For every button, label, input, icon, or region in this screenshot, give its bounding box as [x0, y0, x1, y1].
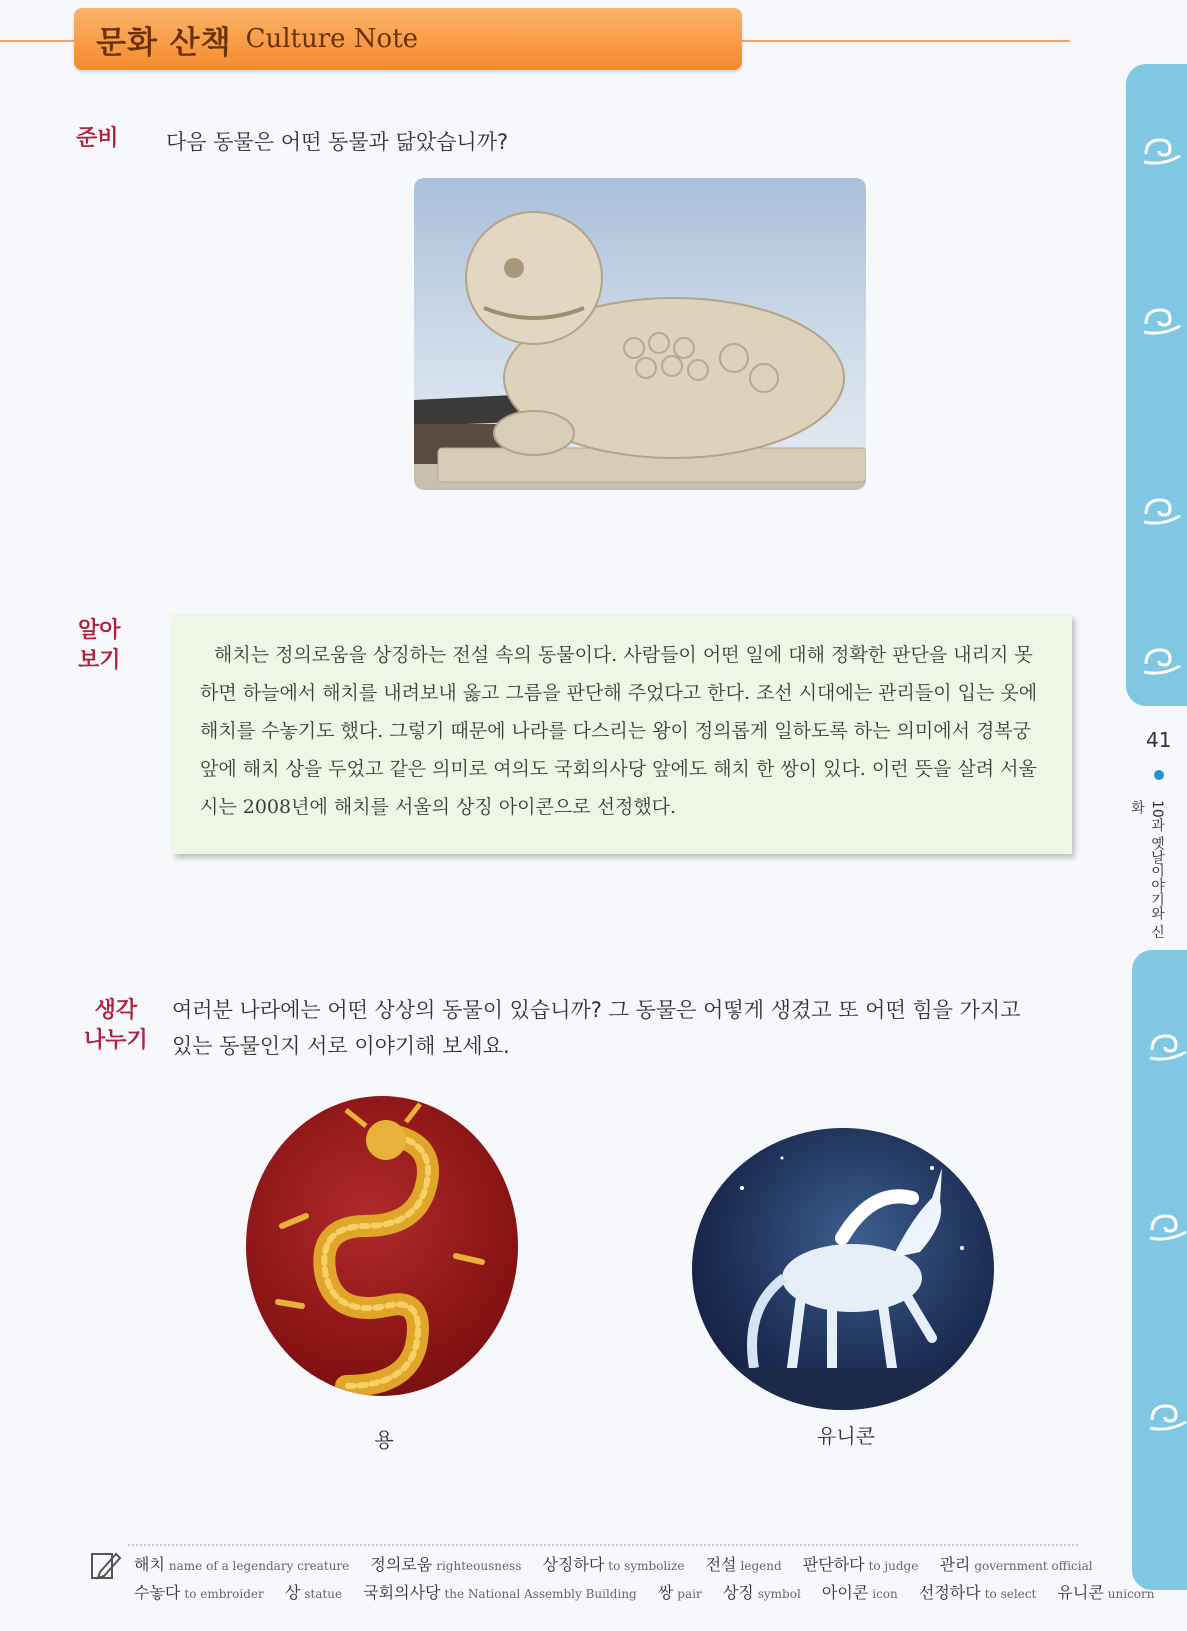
vocab-ko: 쌍: [657, 1583, 674, 1602]
vocab-ko: 아이콘: [821, 1583, 869, 1602]
section-header: [74, 8, 742, 70]
vocab-ko: 상: [284, 1583, 301, 1602]
side-tab-bottom: [1132, 950, 1187, 1590]
dragon-illustration: [246, 1096, 518, 1396]
vocab-en: the National Assembly Building: [444, 1587, 637, 1601]
vocab-en: statue: [304, 1587, 343, 1601]
vocab-en: to judge: [868, 1559, 919, 1573]
cloud-swirl-icon: [1146, 1200, 1187, 1246]
pencil-icon: [88, 1548, 122, 1582]
vocab-ko: 선정하다: [918, 1583, 981, 1602]
vocab-divider: [128, 1544, 1078, 1546]
vocab-en: to symbolize: [608, 1559, 685, 1573]
side-tab-top: [1126, 64, 1187, 706]
unicorn-caption: 유니콘: [817, 1424, 875, 1448]
cloud-swirl-icon: [1140, 124, 1186, 170]
share-label: [84, 996, 148, 1056]
vocab-ko: 수놓다: [134, 1583, 181, 1602]
vocab-row-2: [134, 1580, 1155, 1603]
info-text: 해치는 정의로움을 상징하는 전설 속의 동물이다. 사람들이 어떤 일에 대해 정확한 판단을 내리지 못하면 하늘에서 해치를 내려보내 옳고 그름을 판단해 주었다고 한다. 조선 시대에는 관리들이 입는 옷에 해치를 수놓기도 했다. 그렇기 때문에 나라를 다스리는 왕이 정의롭게 일하도록 하는 의미에서 경복궁 앞에 해치 상을 두었고 같은 의미로 여의도 국회의사당 앞에도 해치 한 쌍이 있다. 이런 뜻을 살려 서울시는 2008년에 해치를 서울의 상징 아이콘으로 선정했다.: [200, 644, 1038, 818]
share-question-line1: 여러분 나라에는 어떤 상상의 동물이 있습니까? 그 동물은 어떻게 생겼고 또 어떤 힘을 가지고: [172, 998, 1021, 1022]
vocab-ko: 관리: [939, 1555, 971, 1574]
unicorn-illustration: [692, 1128, 994, 1410]
vocab-en: to embroider: [184, 1587, 264, 1601]
vocab-ko: 전설: [705, 1555, 737, 1574]
vocab-en: righteousness: [436, 1559, 522, 1573]
vocab-en: pair: [677, 1587, 702, 1601]
dragon-image: [246, 1096, 518, 1396]
share-label-line2: 나누기: [84, 1028, 148, 1053]
cloud-swirl-icon: [1140, 294, 1186, 340]
cloud-swirl-icon: [1140, 634, 1186, 680]
vocab-en: icon: [872, 1587, 898, 1601]
cloud-swirl-icon: [1146, 1390, 1187, 1436]
haechi-photo: [414, 178, 866, 490]
prepare-question: 다음 동물은 어떤 동물과 닮았습니까?: [166, 130, 509, 154]
header-title-ko: 문화 산책: [96, 24, 232, 61]
learn-label-line2: 보기: [78, 648, 121, 673]
vocab-en: name of a legendary creature: [168, 1559, 350, 1573]
prepare-label: 준비: [76, 126, 119, 151]
page-dot: [1154, 770, 1164, 780]
learn-label-line1: 알아: [78, 618, 121, 643]
vocab-ko: 상징: [722, 1583, 754, 1602]
dragon-caption: 용: [374, 1428, 394, 1452]
info-box: [172, 614, 1072, 854]
vocab-en: legend: [740, 1559, 782, 1573]
vocab-row-1: [134, 1552, 1093, 1575]
haechi-statue-image: [414, 178, 866, 490]
vocab-ko: 판단하다: [802, 1555, 865, 1574]
vocab-en: to select: [984, 1587, 1037, 1601]
page-number: 41: [1146, 728, 1172, 752]
vocab-en: government official: [974, 1559, 1093, 1573]
unicorn-image: [692, 1128, 994, 1410]
vocab-ko: 해치: [134, 1555, 165, 1574]
cloud-swirl-icon: [1146, 1020, 1187, 1066]
share-question: [172, 992, 1052, 1064]
chapter-title: 10과 옛날이야기와 신화: [1129, 800, 1165, 939]
share-label-line1: 생각: [94, 998, 138, 1023]
learn-label: [78, 616, 121, 676]
share-question-line2: 있는 동물인지 서로 이야기해 보세요.: [172, 1034, 510, 1058]
vocab-ko: 국회의사당: [363, 1583, 441, 1602]
vocab-ko: 유니콘: [1057, 1583, 1104, 1602]
vocab-en: unicorn: [1107, 1587, 1155, 1601]
vocab-ko: 정의로움: [370, 1555, 433, 1574]
header-title-en: Culture Note: [245, 24, 419, 54]
cloud-swirl-icon: [1140, 484, 1186, 530]
vocab-ko: 상징하다: [542, 1555, 605, 1574]
vocab-en: symbol: [757, 1587, 801, 1601]
